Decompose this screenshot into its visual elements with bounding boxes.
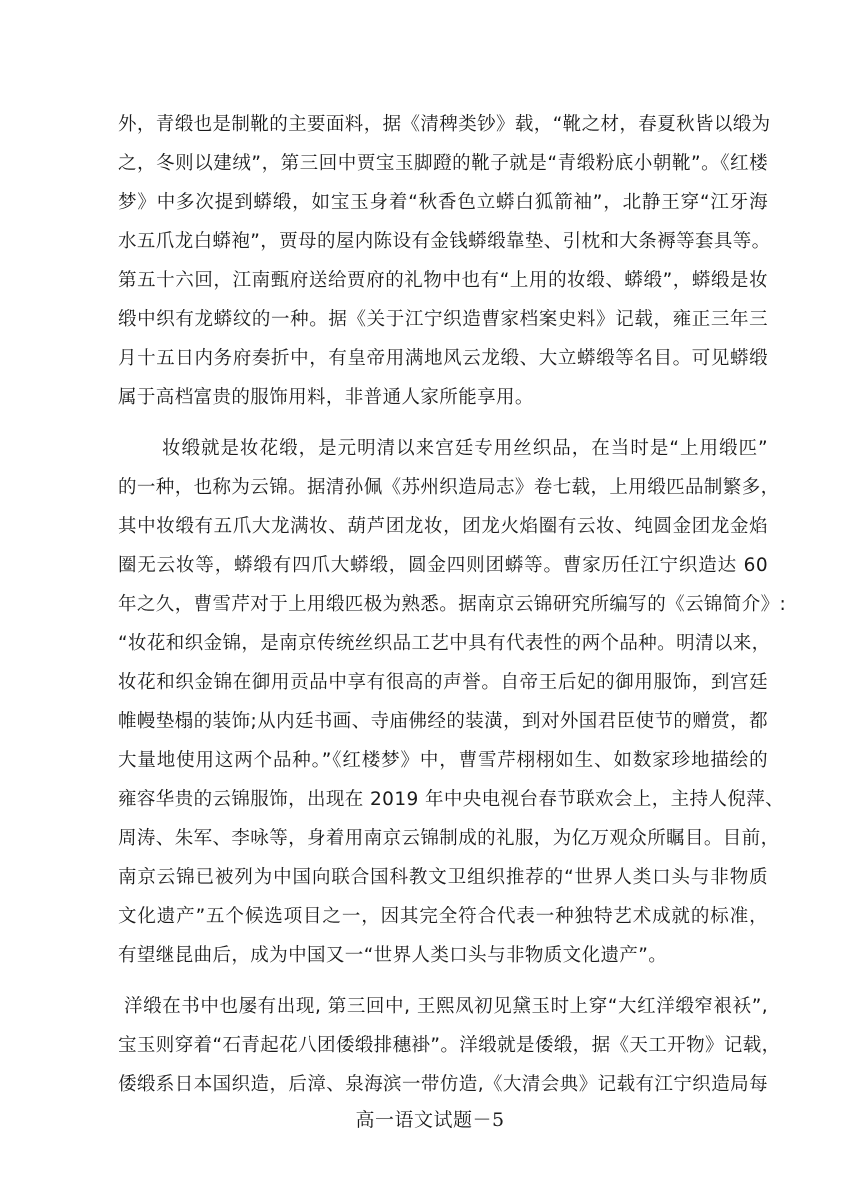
text-line: 其中妆缎有五爪大龙满妆、葫芦团龙妆，团龙火焰圈有云妆、纯圆金团龙金焰 [118,516,768,537]
text-line: 洋缎在书中也屡有出现, 第三回中, 王熙凤初见黛玉时上穿“大红洋缎窄裉袄”, [124,996,768,1017]
text-line: 帷幔垫榻的装饰;从内廷书画、寺庙佛经的装潢，到对外国君臣使节的赠赏，都 [118,711,768,732]
text-line: 的一种，也称为云锦。据清孙佩《苏州织造局志》卷七载，上用缎匹品制繁多， [118,477,780,498]
text-line: 月十五日内务府奏折中，有皇帝用满地风云龙缎、大立蟒缎等名目。可见蟒缎 [118,348,768,369]
text-line: 有望继昆曲后，成为中国又一“世界人类口头与非物质文化遗产”。 [118,945,668,966]
text-line: 妆花和织金锦在御用贡品中享有很高的声誉。自帝王后妃的御用服饰，到宫廷 [118,672,768,693]
text-line: “妆花和织金锦，是南京传统丝织品工艺中具有代表性的两个品种。明清以来， [118,633,771,654]
text-line: 梦》中多次提到蟒缎，如宝玉身着“秋香色立蟒白狐箭袖”，北静王穿“江牙海 [118,192,768,213]
page-footer: 高一语文试题－5 [355,1109,505,1131]
text-line: 第五十六回，江南甄府送给贾府的礼物中也有“上用的妆缎、蟒缎”，蟒缎是妆 [118,270,768,291]
text-line: 大量地使用这两个品种。”《红楼梦》中，曹雪芹栩栩如生、如数家珍地描绘的 [118,750,768,771]
text-line: 缎中织有龙蟒纹的一种。据《关于江宁织造曹家档案史料》记载，雍正三年三 [118,309,768,330]
text-line: 之，冬则以建绒”，第三回中贾宝玉脚蹬的靴子就是“青缎粉底小朝靴”。《红楼 [118,153,768,174]
text-line: 宝玉则穿着“石青起花八团倭缎排穗褂”。洋缎就是倭缎，据《天工开物》记载， [118,1035,781,1056]
text-line: 圈无云妆等，蟒缎有四爪大蟒缎，圆金四则团蟒等。曹家历任江宁织造达 60 [118,555,768,576]
text-line: 周涛、朱军、李咏等，身着用南京云锦制成的礼服，为亿万观众所瞩目。目前， [118,828,780,849]
text-line: 雍容华贵的云锦服饰，出现在 2019 年中央电视台春节联欢会上，主持人倪萍、 [118,789,785,810]
text-line: 外，青缎也是制靴的主要面料，据《清稗类钞》载，“靴之材，春夏秋皆以缎为 [118,114,771,135]
text-line: 属于高档富贵的服饰用料，非普通人家所能享用。 [118,387,534,408]
text-line: 南京云锦已被列为中国向联合国科教文卫组织推荐的“世界人类口头与非物质 [118,867,768,888]
text-line: 文化遗产”五个候选项目之一，因其完全符合代表一种独特艺术成就的标准， [118,906,768,927]
text-line: 年之久，曹雪芹对于上用缎匹极为熟悉。据南京云锦研究所编写的《云锦简介》: [118,594,787,615]
text-line: 水五爪龙白蟒袍”，贾母的屋内陈设有金钱蟒缎靠垫、引枕和大条褥等套具等。 [118,231,771,252]
text-line: 妆缎就是妆花缎，是元明清以来宫廷专用丝织品，在当时是“上用缎匹” [162,438,768,459]
text-line: 倭缎系日本国织造，后漳、泉海滨一带仿造,《大清会典》记载有江宁织造局每 [118,1074,768,1095]
